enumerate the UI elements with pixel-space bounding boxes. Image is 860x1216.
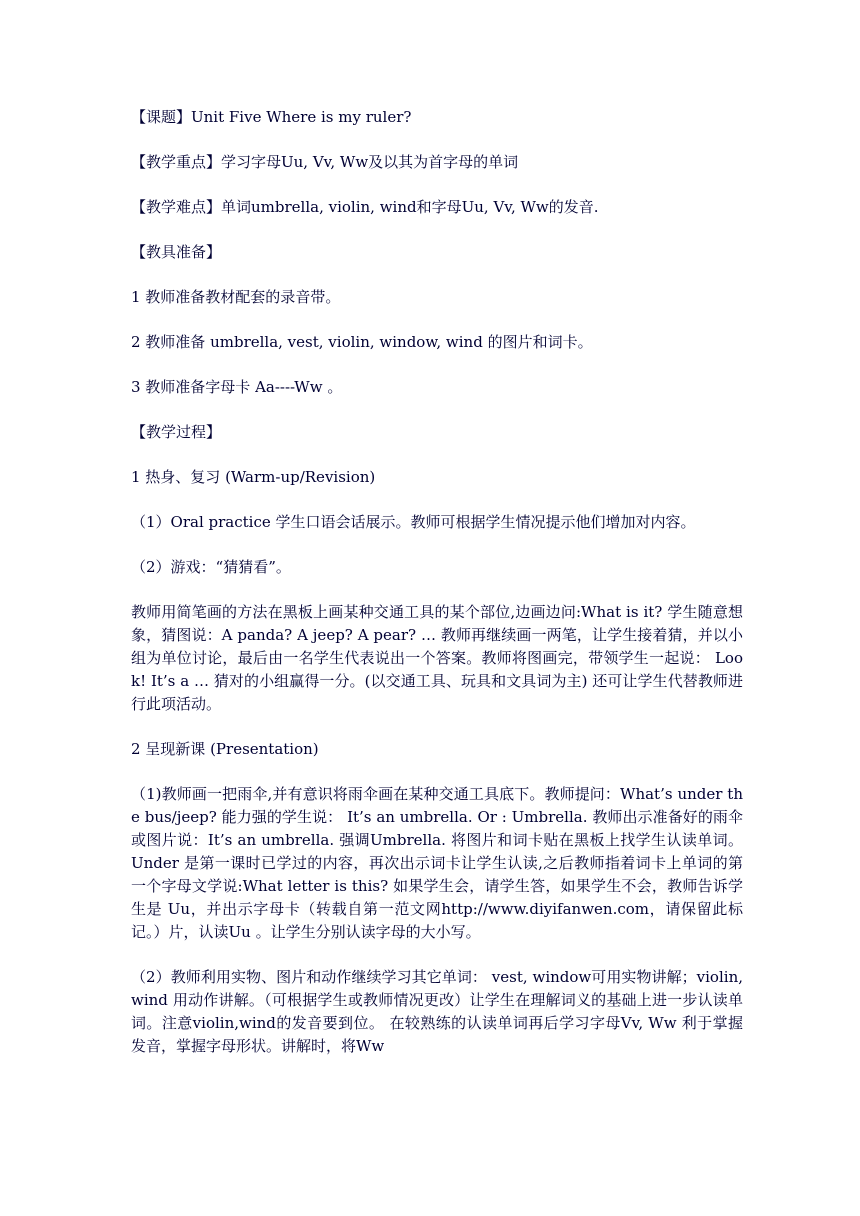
presentation-heading: 2 呈现新课 (Presentation): [131, 740, 319, 758]
teaching-focus: 【教学重点】学习字母Uu, Vv, Ww及以其为首字母的单词: [131, 153, 519, 171]
materials-item-1: 1 教师准备教材配套的录音带。: [131, 288, 341, 306]
teaching-difficulty: 【教学难点】单词umbrella, violin, wind和字母Uu, Vv, Ww的发音.: [131, 198, 599, 216]
warmup-step-2: （2）游戏：“猜猜看”。: [131, 558, 291, 576]
warmup-heading: 1 热身、复习 (Warm-up/Revision): [131, 468, 376, 486]
materials-item-3: 3 教师准备字母卡 Aa----Ww 。: [131, 378, 343, 396]
warmup-step-1: （1）Oral practice 学生口语会话展示。教师可根据学生情况提示他们增加对内容。: [131, 513, 696, 531]
presentation-step-1: （1)教师画一把雨伞,并有意识将雨伞画在某种交通工具底下。教师提问：What’s under the bus/jeep? 能力强的学生说： It’s an umbrella. Or : Umbrella. 教师出示准备好的雨伞或图片说：It’s an umbrella. 强调Umbrella. 将图片和词卡贴在黑板上找学生认读单词。Under 是第一课时已学过的内容，再次出示词卡让学生认读,之后教师指着词卡上单词的第一个字母文学说:What letter is this? 如果学生会，请学生答，如果学生不会，教师告诉学生是 Uu，并出示字母卡（转载自第一范文网http://www.diyifanwen.com，请保留此标记。）片，认读Uu 。让学生分别认读字母的大小写。: [131, 785, 743, 941]
materials-heading: 【教具准备】: [131, 243, 222, 261]
process-heading: 【教学过程】: [131, 423, 222, 441]
document-page: [131, 106, 748, 1080]
lesson-title: 【课题】Unit Five Where is my ruler?: [131, 108, 412, 126]
presentation-step-2: （2）教师利用实物、图片和动作继续学习其它单词： vest, window可用实物讲解；violin, wind 用动作讲解。（可根据学生或教师情况更改）让学生在理解词义的基础上进一步认读单词。注意violin,wind的发音要到位。 在较熟练的认读单词再后学习字母Vv, Ww 利于掌握发音，掌握字母形状。讲解时，将Ww: [131, 968, 748, 1055]
materials-item-2: 2 教师准备 umbrella, vest, violin, window, wind 的图片和词卡。: [131, 333, 593, 351]
guessing-game-description: 教师用简笔画的方法在黑板上画某种交通工具的某个部位,边画边问:What is it? 学生随意想象，猜图说：A panda? A jeep? A pear? … 教师再继续画一两笔，让学生接着猜，并以小组为单位讨论，最后由一名学生代表说出一个答案。教师将图画完，带领学生一起说： Look! It’s a … 猜对的小组赢得一分。(以交通工具、玩具和文具词为主) 还可让学生代替教师进行此项活动。: [131, 603, 743, 713]
